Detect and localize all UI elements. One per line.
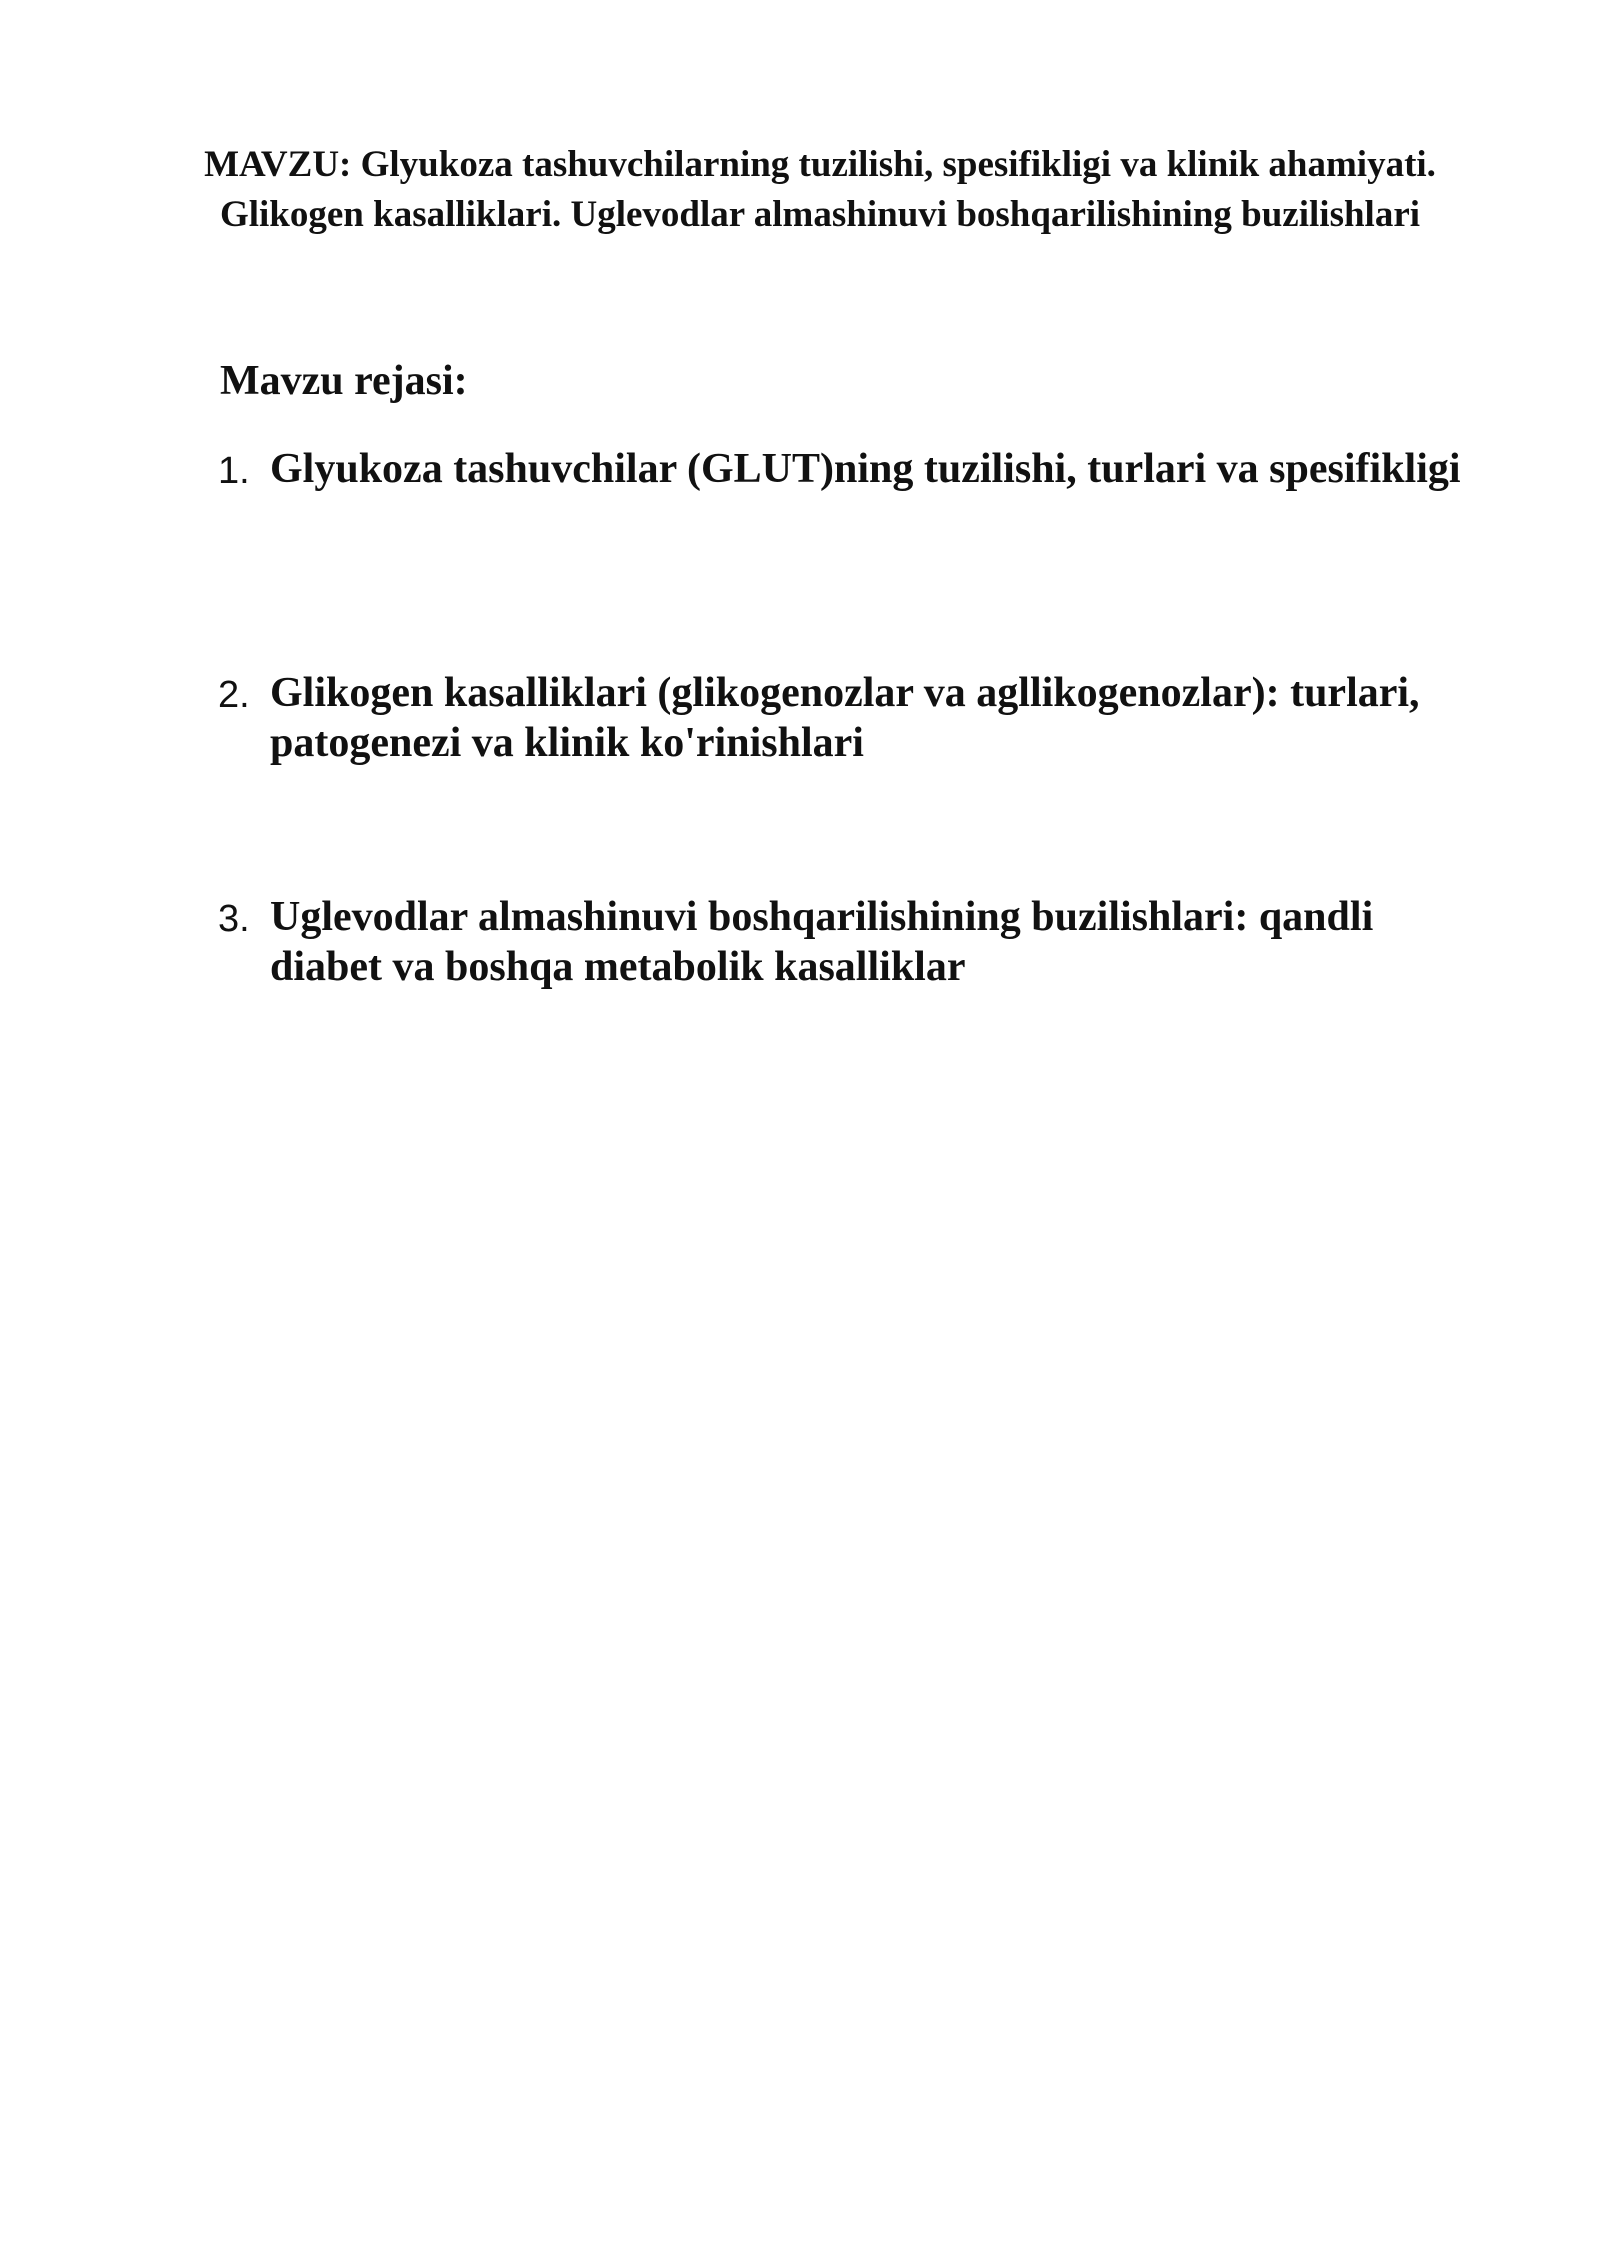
title-line-1: MAVZU: Glyukoza tashuvchilarning tuzilishi, spesifikligi va klinik ahamiyati. [204, 144, 1436, 185]
title-line-2: Glikogen kasalliklari. Uglevodlar almashinuvi boshqarilishining buzilishlari [219, 194, 1421, 235]
plan-item-text: Glikogen kasalliklari (glikogenozlar va agllikogenozlar): turlari, patogenezi va klinik ko'rinishlari [270, 670, 1420, 766]
plan-item-text: Glyukoza tashuvchilar (GLUT)ning tuzilishi, turlari va spesifikligi [270, 446, 1461, 492]
plan-item-2 [218, 668, 1478, 768]
document-title [150, 140, 1490, 240]
plan-item-number: 1. [218, 450, 250, 492]
plan-item-1 [218, 444, 1478, 496]
plan-item-number: 2. [218, 674, 250, 716]
plan-heading: Mavzu rejasi: [220, 358, 468, 404]
plan-item-text: Uglevodlar almashinuvi boshqarilishining buzilishlari: qandli diabet va boshqa metabolik kasalliklar [270, 894, 1374, 990]
plan-item-number: 3. [218, 898, 250, 940]
plan-item-3 [218, 892, 1478, 992]
